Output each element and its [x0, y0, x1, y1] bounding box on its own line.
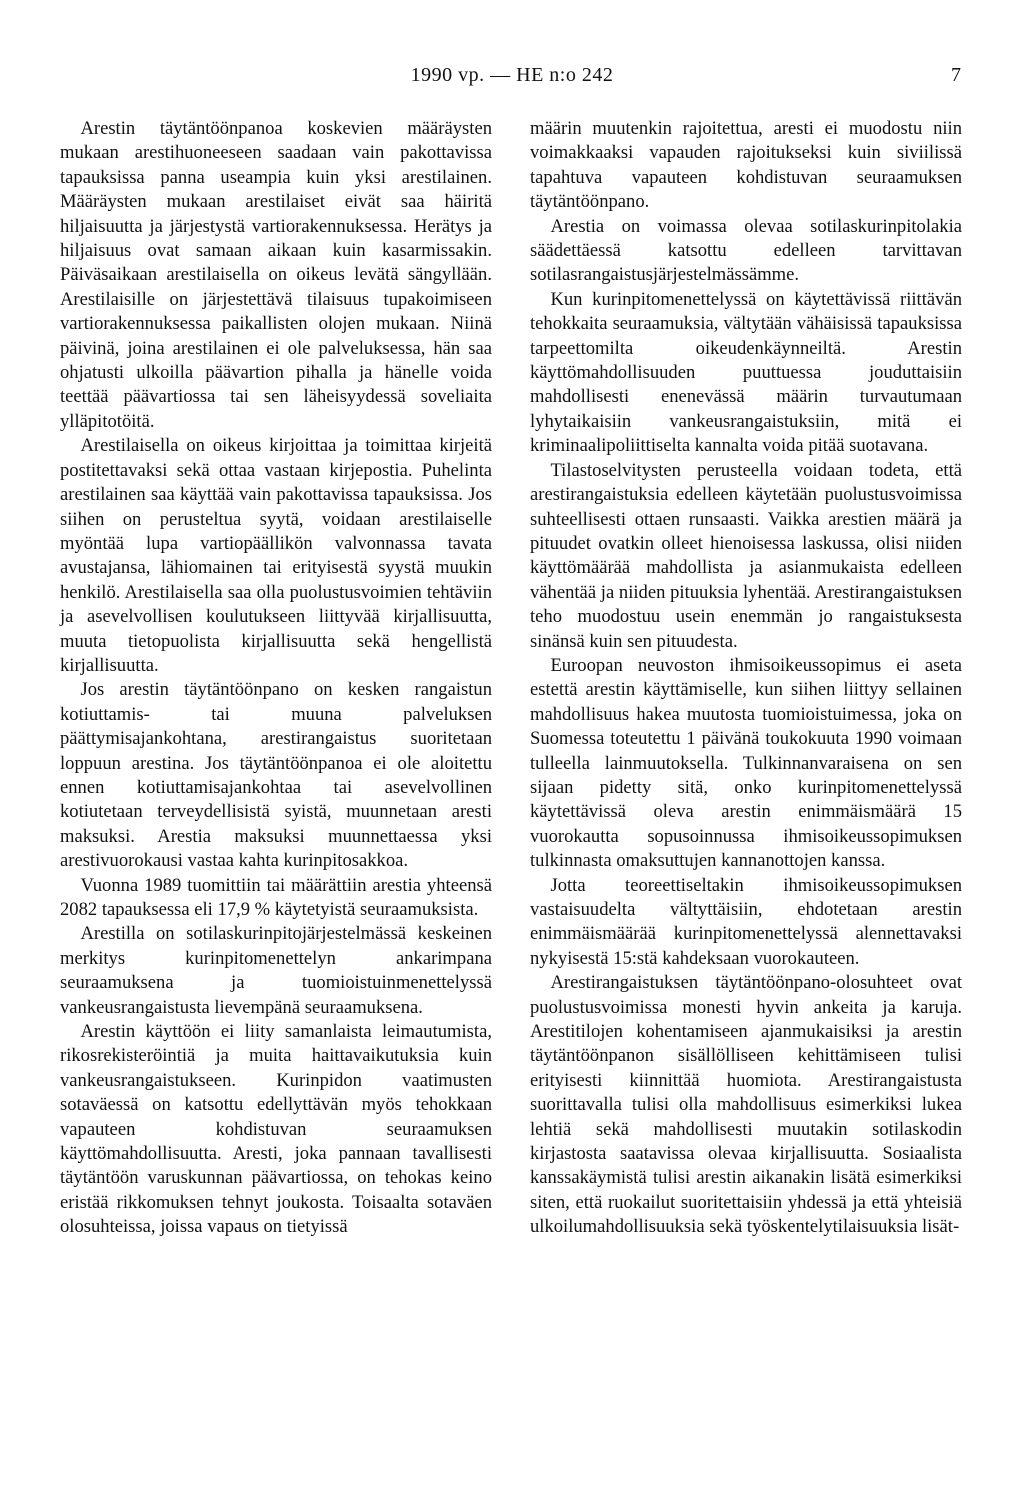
- paragraph: Arestia on voimassa olevaa sotilaskurinpitolakia säädettäessä katsottu edelleen tarvittavan sotilasrangaistusjärjestelmässämme.: [530, 215, 962, 286]
- paragraph: Tilastoselvitysten perusteella voidaan todeta, että arestirangaistuksia edelleen käytetään puolustusvoimissa suhteellisesti ottaen runsaasti. Vaikka arestien määrä ja pituudet ovatkin olleet hienoisessa laskussa, olisi niiden käyttömäärää mahdollista ja asianmukaista edelleen vähentää ja niiden pituuksia lyhentää. Arestirangaistuksen teho muodostuu usein enemmän jo rangaistuksesta sinänsä kuin sen pituudesta.: [530, 459, 962, 652]
- paragraph: Arestin käyttöön ei liity samanlaista leimautumista, rikosrekisteröintiä ja muita haittavaikutuksia kuin vankeusrangaistukseen. Kurinpidon vaatimusten sotaväessä on katsottu edellyttävän myös tehokkaan vapauteen kohdistuvan seuraamuksen käyttömahdollisuutta. Aresti, joka pannaan tavallisesti täytäntöön varuskunnan päävartiossa, on tehokas keino eristää rikkomuksen tehnyt joukosta. Toisaalta sotaväen olosuhteissa, joissa vapaus on tietyissä: [60, 1021, 492, 1238]
- paragraph: Arestilaisella on oikeus kirjoittaa ja toimittaa kirjeitä postitettavaksi sekä ottaa vastaan kirjepostia. Puhelinta arestilainen saa käyttää vain pakottavissa tapauksissa. Jos siihen on perusteltua syytä, voidaan arestilaiselle myöntää lupa vartiopäällikön valvonnassa tavata avustajansa, lähiomainen tai erityisestä syystä muukin henkilö. Arestilaisella saa olla puolustusvoimien tehtäviin ja asevelvollisen koulutukseen liittyvää kirjallisuutta, muuta tietopuolista kirjallisuutta sekä hengellistä kirjallisuutta.: [60, 435, 492, 676]
- paragraph: Arestin täytäntöönpanoa koskevien määräysten mukaan arestihuoneeseen saadaan vain pakottavissa tapauksissa panna useampia kuin yksi arestilainen. Määräysten mukaan arestilaiset eivät saa häiritä hiljaisuutta ja järjestystä vartiorakennuksessa. Herätys ja hiljaisuus ovat samaan aikaan kuin kasarmissakin. Päiväsaikaan arestilaisella on oikeus levätä sängyllään. Arestilaisille on järjestettävä tilaisuus tupakoimiseen vartiorakennuksessa paikallisten olojen mukaan. Niinä päivinä, joina arestilainen ei ole palveluksessa, hän saa ohjatusti ulkoilla päävartion pihalla ja hänelle voida teettää päävartiossa tai sen läheisyydessä soveliaita ylläpitotöitä.: [60, 118, 492, 432]
- right-column: [530, 117, 962, 1240]
- paragraph: Vuonna 1989 tuomittiin tai määrättiin arestia yhteensä 2082 tapauksessa eli 17,9 % käytetyistä seuraamuksista.: [60, 874, 492, 920]
- page-number: 7: [951, 64, 961, 86]
- header-title: 1990 vp. — HE n:o 242: [410, 64, 614, 86]
- left-column: [60, 117, 492, 1240]
- paragraph: Jos arestin täytäntöönpano on kesken rangaistun kotiuttamis- tai muuna palveluksen päättymisajankohtana, arestirangaistus suoritetaan loppuun arestina. Jos täytäntöönpanoa ei ole aloitettu ennen kotiuttamisajankohtaa tai asevelvollinen kotiutetaan terveydellisistä syistä, muunnetaan aresti maksuksi. Arestia maksuksi muunnettaessa yksi arestivuorokausi vastaa kahta kurinpitosakkoa.: [60, 679, 492, 872]
- paragraph: Kun kurinpitomenettelyssä on käytettävissä riittävän tehokkaita seuraamuksia, vältytään vähäisissä tapauksissa tarpeettomilta oikeudenkäynneiltä. Arestin käyttömahdollisuuden puuttuessa jouduttaisiin mahdollisesti enenevässä määrin turvautumaan lyhytaikaisiin vankeusrangaistuksiin, mitä ei kriminaalipoliittiselta kannalta voida pitää suotavana.: [530, 288, 962, 457]
- paragraph: määrin muutenkin rajoitettua, aresti ei muodostu niin voimakkaaksi vapauden rajoitukseksi kuin siviilissä tapahtuva vapauteen kohdistuvan seuraamuksen täytäntöönpano.: [530, 118, 962, 213]
- paragraph: Euroopan neuvoston ihmisoikeussopimus ei aseta estettä arestin käyttämiselle, kun siihen liittyy sellainen mahdollisuus hakea muutosta tuomioistuimessa, joka on Suomessa toteutettu 1 päivänä toukokuuta 1990 voimaan tulleella lainmuutoksella. Tulkinnanvaraisena on sen sijaan pidetty sitä, onko kurinpitomenettelyssä käytettävissä oleva arestin enimmäismäärä 15 vuorokautta sopusoinnussa ihmisoikeussopimuksen tulkinnasta omaksuttujen kannanottojen kanssa.: [530, 654, 962, 872]
- paragraph: Arestirangaistuksen täytäntöönpano-olosuhteet ovat puolustusvoimissa monesti hyvin ankeita ja karuja. Arestitilojen kohentamiseen ajanmukaisiksi ja arestin täytäntöönpanon sisällölliseen kehittämiseen tulisi erityisesti kiinnittää huomiota. Arestirangaistusta suorittavalla tulisi olla mahdollisuus esimerkiksi lukea lehtiä sekä mahdollisesti muutakin sotilaskodin kirjastosta saatavissa olevaa kirjallisuutta. Sosiaalista kanssakäymistä tulisi arestin aikanakin lisätä esimerkiksi siten, että ruokailut suoritettaisiin yhdessä ja että yhteisiä ulkoilumahdollisuuksia sekä työskentelytilaisuuksia lisät-: [530, 972, 962, 1238]
- paragraph: Jotta teoreettiseltakin ihmisoikeussopimuksen vastaisuudelta vältyttäisiin, ehdotetaan arestin enimmäismäärää kurinpitomenettelyssä alennettavaksi nykyisestä 15:stä kahdeksaan vuorokauteen.: [530, 874, 962, 969]
- page-header: [0, 64, 1024, 94]
- paragraph: Arestilla on sotilaskurinpitojärjestelmässä keskeinen merkitys kurinpitomenettelyn ankarimpana seuraamuksena ja tuomioistuinmenettelyssä vankeusrangaistusta lievempänä seuraamuksena.: [60, 923, 492, 1018]
